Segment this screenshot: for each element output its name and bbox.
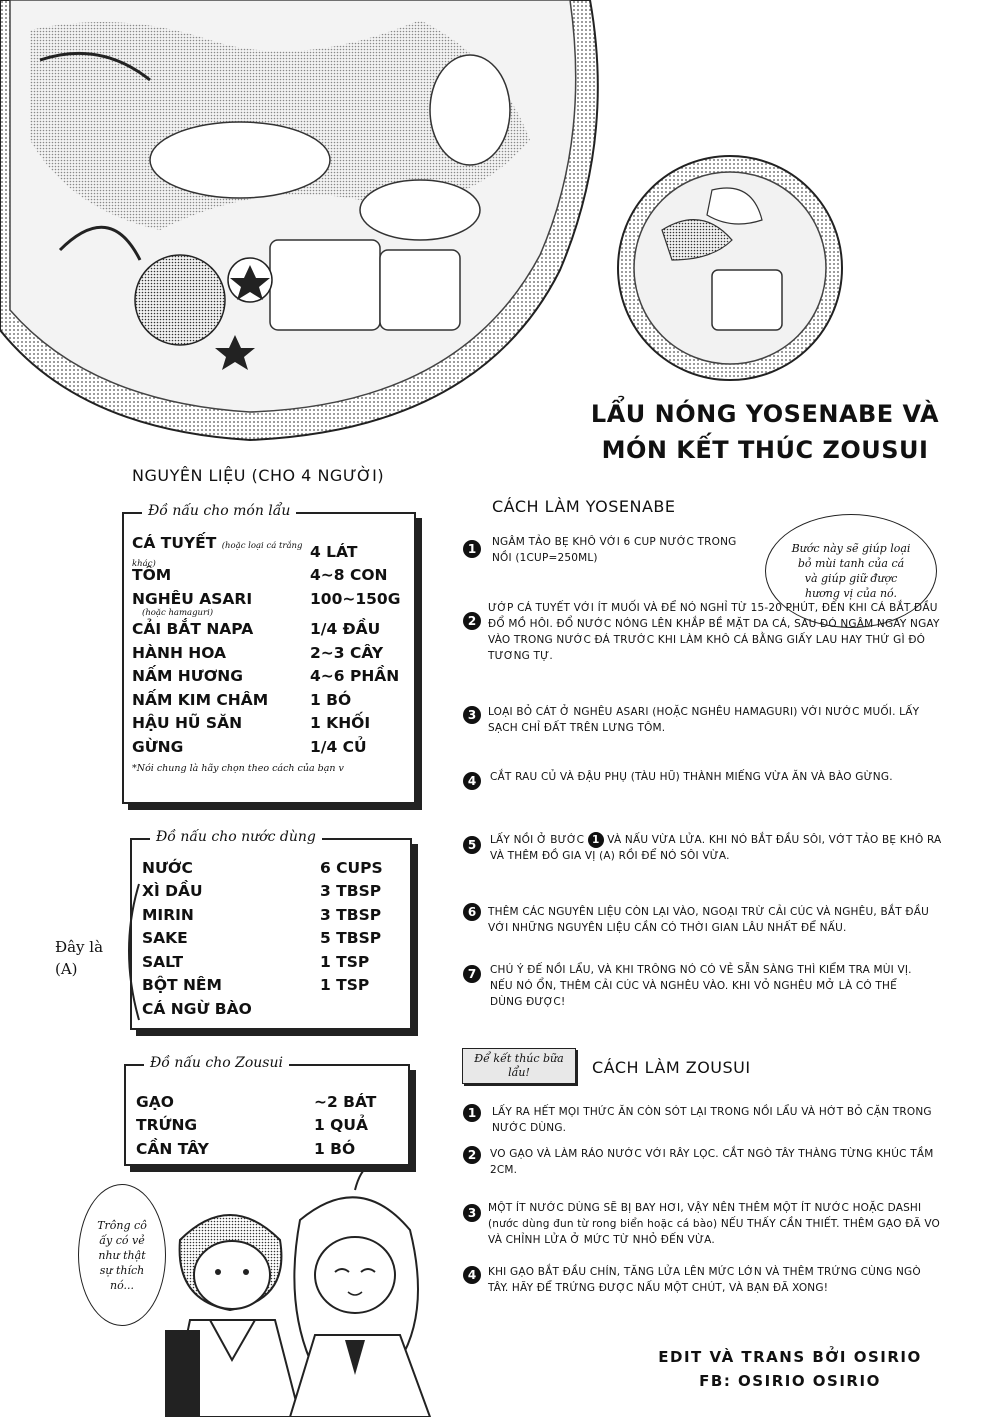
ingredients-heading: NGUYÊN LIỆU (CHO 4 NGƯỜI): [132, 466, 385, 485]
step-text: KHI GẠO BẮT ĐẦU CHÍN, TĂNG LỬA LÊN MỨC LỚN VÀ THÊM TRỨNG CÙNG NGÒ TÂY. HÃY ĐỂ TRỨNG ĐƯỢC NẤU MỘT CHÚT, VÀ BẠN ĐÃ XONG!: [488, 1266, 921, 1294]
step-number: 4: [463, 772, 481, 790]
step-text: CHÚ Ý ĐẾ NỒI LẨU, VÀ KHI TRÔNG NÓ CÓ VẺ SẴN SÀNG THÌ KIỂM TRA MÙI VỊ. NẾU NÓ ỔN, THÊM CẢI CÚC VÀ NGHÊU VÀO. KHI VỎ NGHÊU MỞ LÀ CÓ THỂ DÙNG ĐƯỢC!: [490, 964, 912, 1008]
ingredient-name: CÁ NGỪ BÀO: [142, 999, 252, 1018]
ingredient-name: NGHÊU ASARI: [132, 589, 253, 608]
ingredient-row: [132, 665, 407, 689]
ingredient-qty: 6 CUPS: [320, 858, 383, 877]
ingredient-qty: 1 KHỐI: [310, 714, 371, 733]
hotpot-ingredients-box: [122, 503, 416, 804]
step-text: MỘT ÍT NƯỚC DÙNG SẼ BỊ BAY HƠI, VẬY NÊN THÊM MỘT ÍT NƯỚC HOẶC DASHI (nước dùng đun từ rong biển hoặc cá bào) NẾU THẤY CẦN THIẾT. THÊM GẠO ĐÃ VO VÀ CHỈNH LỬA Ở MỨC TỪ NHỎ ĐẾN VỪA.: [488, 1202, 941, 1246]
ingredient-qty: 3 TBSP: [320, 905, 382, 924]
seasoning-a-label-line1: Đây là: [55, 938, 104, 956]
ingredient-qty: 1/4 CỦ: [310, 737, 367, 756]
step-number: 2: [463, 1146, 481, 1164]
step-text: THÊM CÁC NGUYÊN LIỆU CÒN LẠI VÀO, NGOẠI TRỪ CẢI CÚC VÀ NGHÊU, BẮT ĐẦU VỚI NHỮNG NGUYÊN LIỆU CẦN CÓ THỜI GIAN LÂU NHẤT ĐỂ NẤU.: [488, 906, 929, 934]
ingredient-qty: 1 TSP: [320, 976, 370, 995]
ingredient-name: NẤM KIM CHÂM: [132, 690, 269, 709]
step-number: 3: [463, 1204, 481, 1222]
ingredient-name: GẠO: [136, 1092, 174, 1111]
ingredient-qty: 1 BÓ: [310, 690, 352, 709]
step-reference-number: 1: [588, 832, 604, 848]
zousui-ingredients-box: [124, 1055, 410, 1166]
step-number: 6: [463, 903, 481, 921]
ingredient-name: NẤM HƯƠNG: [132, 667, 243, 686]
step-text-part: LẤY NỒI Ở BƯỚC: [490, 834, 585, 846]
step-number: 4: [463, 1266, 481, 1284]
step-number: 1: [463, 1104, 481, 1122]
ingredient-row: [132, 564, 407, 588]
ingredient-name: MIRIN: [142, 905, 194, 924]
ingredient-row: [142, 880, 402, 904]
ingredient-name: SAKE: [142, 929, 188, 948]
zousui-tag: Để kết thúc bữa lẩu!: [462, 1048, 576, 1084]
step-text-part: VÀ NẤU VỪA LỬA. KHI NÓ BẮT ĐẦU SÔI, VỚT TẢO BẸ KHÔ RA VÀ THÊM ĐỒ GIA VỊ (A) RỒI ĐỂ NÓ SÔI VỪA.: [490, 834, 942, 862]
ingredient-qty: 1/4 ĐẦU: [310, 620, 381, 639]
tip-bubble-text: Bước này sẽ giúp loại bỏ mùi tanh của cá và giúp giữ được hương vị của nó.: [791, 542, 911, 600]
hotpot-box-title: Đồ nấu cho món lẩu: [142, 503, 296, 519]
ingredient-name: TRỨNG: [136, 1116, 198, 1135]
step-text: ƯỚP CÁ TUYẾT VỚI ÍT MUỐI VÀ ĐỂ NÓ NGHỈ TỪ 15-20 PHÚT, ĐẾN KHI CÁ BẮT ĐẦU ĐỔ MỒ HÔI. ĐỔ NƯỚC NÓNG LÊN KHẮP BỀ MẶT DA CÁ, SAU ĐÓ NGÂM NGAY NGAY VÀO TRONG NƯỚC ĐÁ TRƯỚC KHI LÀM KHÔ CÁ BẰNG GIẤY LAU HAY THỨ GÌ ĐÓ TƯƠNG TỰ.: [488, 602, 940, 662]
ingredient-row: [136, 1137, 401, 1161]
step-number: 5: [463, 836, 481, 854]
broth-ingredients-box: [130, 829, 412, 1030]
ingredient-name: CẦN TÂY: [136, 1139, 209, 1158]
ingredient-qty: 3 TBSP: [320, 882, 382, 901]
ingredient-qty: 1 QUẢ: [314, 1116, 368, 1135]
character-speech-bubble: [78, 1184, 166, 1326]
ingredient-row: [132, 618, 407, 642]
step-text: [490, 832, 950, 864]
seasoning-a-label-line2: (A): [55, 960, 78, 978]
step-text: NGÂM TẢO BẸ KHÔ VỚI 6 CUP NƯỚC TRONG NỒI (1CUP=250ML): [492, 536, 737, 564]
ingredient-qty: 5 TBSP: [320, 929, 382, 948]
ingredient-row: [142, 974, 402, 998]
step-text: VO GẠO VÀ LÀM RÁO NƯỚC VỚI RÂY LỌC. CẮT NGÒ TÂY THÀNG TỪNG KHÚC TẦM 2CM.: [490, 1148, 934, 1176]
zousui-box-title: Đồ nấu cho Zousui: [144, 1055, 289, 1071]
character-speech-text: Trông cô ấy có vẻ như thật sự thích nó...: [97, 1218, 147, 1292]
ingredient-row: [142, 950, 402, 974]
ingredient-name: HÀNH HOA: [132, 643, 227, 662]
ingredient-sub: (hoặc loại cá trắng khác): [132, 540, 303, 569]
step-text: LOẠI BỎ CÁT Ở NGHÊU ASARI (HOẶC NGHÊU HAMAGURI) VỚI NƯỚC MUỐI. LẤY SẠCH CHỈ ĐẤT TRÊN LƯNG TÔM.: [488, 706, 920, 734]
ingredient-row: [132, 587, 407, 611]
small-bowl-illustration: [612, 150, 852, 390]
bracket-icon: [115, 880, 145, 1025]
ingredient-qty: ~2 BÁT: [314, 1092, 377, 1111]
ingredient-sub: (hoặc hamaguri): [142, 607, 214, 618]
ingredient-name: NƯỚC: [142, 858, 193, 877]
step-text: LẤY RA HẾT MỌI THỨC ĂN CÒN SÓT LẠI TRONG NỒI LẨU VÀ HỚT BỎ CẶN TRONG NƯỚC DÙNG.: [492, 1106, 932, 1134]
seasoning-a-label: [55, 936, 103, 980]
ingredient-name: BỘT NÊM: [142, 976, 222, 995]
ingredient-qty: 100~150G: [310, 589, 401, 608]
ingredient-row: [132, 533, 407, 569]
recipe-title: LẨU NÓNG YOSENABE VÀ MÓN KẾT THÚC ZOUSUI: [590, 400, 940, 464]
ingredient-name: CẢI BẮT NAPA: [132, 620, 254, 639]
ingredient-qty: 4~6 PHẦN: [310, 667, 400, 686]
ingredient-row: [142, 903, 402, 927]
ingredient-row: [136, 1114, 401, 1138]
ingredient-name: XÌ DẦU: [142, 882, 203, 901]
broth-box-title: Đồ nấu cho nước dùng: [150, 829, 322, 845]
step-text: CẮT RAU CỦ VÀ ĐẬU PHỤ (TÀU HŨ) THÀNH MIẾNG VỪA ĂN VÀ BÀO GỪNG.: [490, 771, 893, 783]
ingredient-qty: 4 LÁT: [310, 542, 358, 561]
ingredient-row: [142, 856, 402, 880]
step-number: 1: [463, 540, 481, 558]
step-number: 2: [463, 612, 481, 630]
ingredient-qty: 1 TSP: [320, 952, 370, 971]
hotpot-illustration: [0, 0, 620, 450]
hotpot-note: *Nói chung là hãy chọn theo cách của bạn v: [132, 762, 344, 774]
step-number: 7: [463, 965, 481, 983]
ingredient-qty: 4~8 CON: [310, 566, 388, 585]
ingredient-name: HẬU HŨ SĂN: [132, 714, 243, 733]
ingredient-name: SALT: [142, 952, 184, 971]
credit-line-1: EDIT VÀ TRANS BỞI OSIRIO: [658, 1348, 922, 1366]
ingredient-row: [132, 688, 407, 712]
ingredient-row: [142, 997, 402, 1021]
yosenabe-heading: CÁCH LÀM YOSENABE: [492, 497, 676, 516]
ingredient-row: [132, 735, 407, 759]
ingredient-row: [132, 712, 407, 736]
ingredient-name: TÔM: [132, 566, 172, 585]
credit-line-2: FB: OSIRIO OSIRIO: [699, 1372, 881, 1390]
step-number: 3: [463, 706, 481, 724]
ingredient-name: CÁ TUYẾT: [132, 533, 217, 552]
ingredient-row: [132, 641, 407, 665]
ingredient-name: GỪNG: [132, 737, 184, 756]
zousui-heading: CÁCH LÀM ZOUSUI: [592, 1058, 751, 1077]
ingredient-qty: 1 BÓ: [314, 1139, 356, 1158]
ingredient-row: [136, 1090, 401, 1114]
ingredient-qty: 2~3 CÂY: [310, 643, 384, 662]
ingredient-row: [142, 927, 402, 951]
